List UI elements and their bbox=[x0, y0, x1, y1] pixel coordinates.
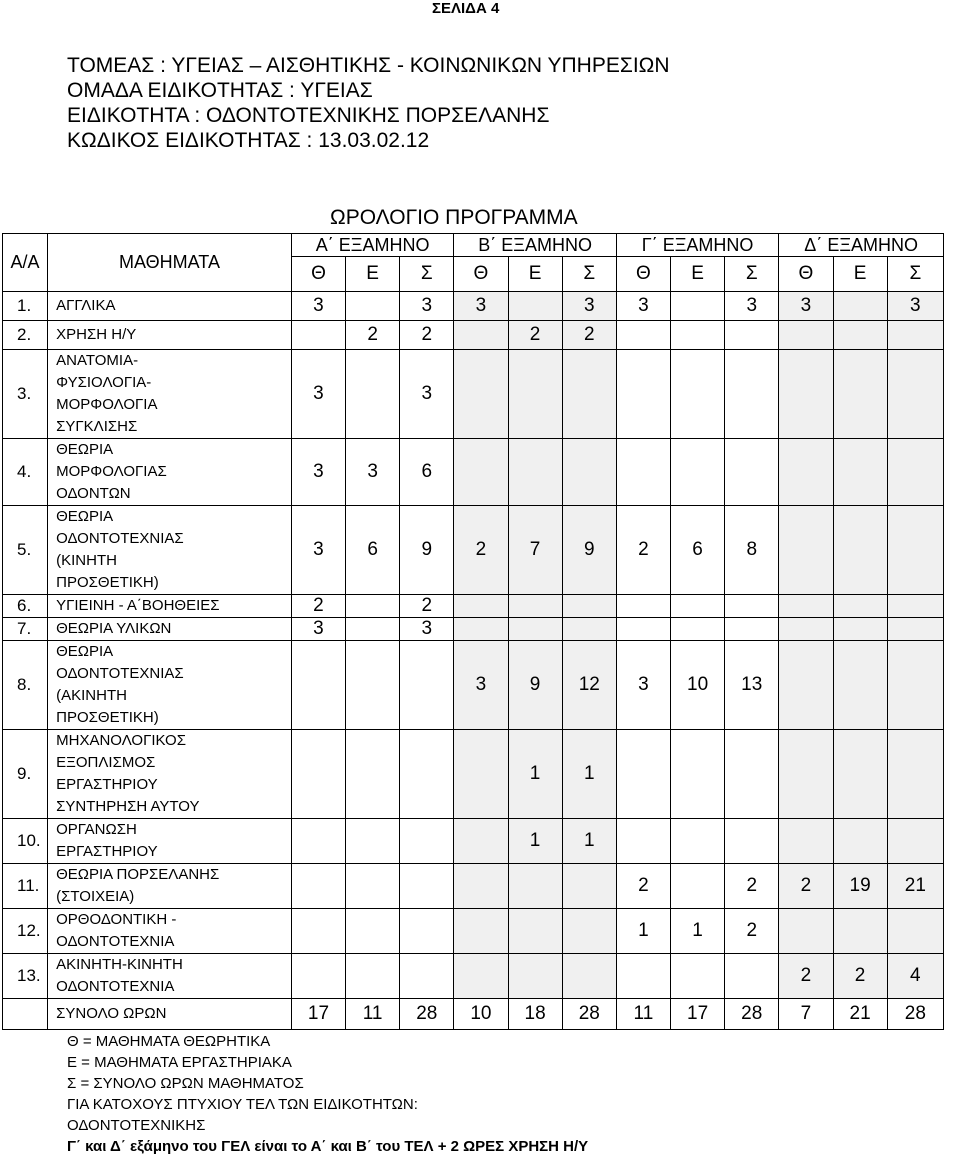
subject-cell bbox=[48, 350, 292, 439]
hours-cell bbox=[725, 954, 779, 999]
hours-cell bbox=[562, 350, 616, 439]
hours-cell bbox=[454, 595, 508, 618]
total-hours-cell: 10 bbox=[454, 999, 508, 1030]
row-number: 7. bbox=[3, 618, 48, 641]
hours-cell: 2 bbox=[508, 321, 562, 350]
hours-cell: 2 bbox=[779, 864, 833, 909]
hours-cell: 1 bbox=[562, 730, 616, 819]
hour-type-header: Ε bbox=[833, 257, 887, 292]
hours-cell bbox=[887, 506, 943, 595]
row-number: 5. bbox=[3, 506, 48, 595]
hours-cell: 7 bbox=[508, 506, 562, 595]
hours-cell: 3 bbox=[291, 292, 345, 321]
table-row bbox=[3, 864, 944, 909]
row-number: 6. bbox=[3, 595, 48, 618]
total-label: ΣΥΝΟΛΟ ΩΡΩΝ bbox=[48, 999, 292, 1030]
subject-cell bbox=[48, 439, 292, 506]
semester-a-header: Α΄ ΕΞΑΜΗΝΟ bbox=[291, 234, 453, 257]
hours-cell bbox=[671, 595, 725, 618]
hour-type-header: Σ bbox=[562, 257, 616, 292]
hours-cell bbox=[887, 321, 943, 350]
table-row bbox=[3, 506, 944, 595]
hours-cell: 2 bbox=[616, 506, 670, 595]
schedule-table bbox=[2, 233, 944, 1030]
hours-cell: 2 bbox=[779, 954, 833, 999]
hour-type-header: Θ bbox=[779, 257, 833, 292]
hours-cell bbox=[291, 909, 345, 954]
hours-cell: 9 bbox=[508, 641, 562, 730]
row-number: 8. bbox=[3, 641, 48, 730]
hours-cell: 10 bbox=[671, 641, 725, 730]
table-row bbox=[3, 954, 944, 999]
hours-cell bbox=[291, 641, 345, 730]
subject-cell bbox=[48, 321, 292, 350]
hours-cell bbox=[779, 730, 833, 819]
hours-cell bbox=[346, 350, 400, 439]
hours-cell bbox=[779, 909, 833, 954]
hours-cell bbox=[400, 730, 454, 819]
hours-cell bbox=[833, 506, 887, 595]
hours-cell: 2 bbox=[725, 909, 779, 954]
hours-cell: 3 bbox=[291, 439, 345, 506]
hours-cell bbox=[779, 641, 833, 730]
hour-type-header: Θ bbox=[291, 257, 345, 292]
total-hours-cell: 17 bbox=[671, 999, 725, 1030]
hours-cell: 1 bbox=[562, 819, 616, 864]
hours-cell bbox=[779, 321, 833, 350]
hours-cell bbox=[671, 864, 725, 909]
row-number: 12. bbox=[3, 909, 48, 954]
row-number: 10. bbox=[3, 819, 48, 864]
hours-cell bbox=[779, 506, 833, 595]
hours-cell bbox=[400, 864, 454, 909]
table-row bbox=[3, 730, 944, 819]
total-hours-cell: 28 bbox=[562, 999, 616, 1030]
hours-cell: 13 bbox=[725, 641, 779, 730]
legend-theory: Θ = ΜΑΘΗΜΑΤΑ ΘΕΩΡΗΤΙΚΑ bbox=[67, 1033, 271, 1050]
hours-cell bbox=[346, 909, 400, 954]
subject-line: ΑΝΑΤΟΜΙΑ- bbox=[56, 352, 139, 369]
subject-line: ΟΔΟΝΤΟΤΕΧΝΙΑΣ bbox=[56, 530, 184, 547]
hours-cell bbox=[616, 954, 670, 999]
total-row bbox=[3, 999, 944, 1030]
hour-type-header: Σ bbox=[400, 257, 454, 292]
subject-line: ΘΕΩΡΙΑ ΠΟΡΣΕΛΑΝΗΣ bbox=[56, 866, 220, 883]
specialty-group-line: ΟΜΑΔΑ ΕΙΔΙΚΟΤΗΤΑΣ : ΥΓΕΙΑΣ bbox=[67, 79, 373, 102]
row-number: 13. bbox=[3, 954, 48, 999]
hours-cell bbox=[671, 439, 725, 506]
hours-cell: 2 bbox=[291, 595, 345, 618]
hours-cell bbox=[833, 292, 887, 321]
hours-cell: 3 bbox=[887, 292, 943, 321]
hours-cell bbox=[454, 439, 508, 506]
hours-cell: 2 bbox=[562, 321, 616, 350]
hours-cell bbox=[833, 909, 887, 954]
hours-cell bbox=[454, 350, 508, 439]
hours-cell bbox=[616, 350, 670, 439]
hours-cell bbox=[454, 954, 508, 999]
semester-c-header: Γ΄ ΕΞΑΜΗΝΟ bbox=[616, 234, 779, 257]
hours-cell: 6 bbox=[400, 439, 454, 506]
hours-cell bbox=[833, 595, 887, 618]
hours-cell: 9 bbox=[562, 506, 616, 595]
hours-cell bbox=[616, 439, 670, 506]
page-number: ΣΕΛΙΔΑ 4 bbox=[432, 0, 500, 17]
hours-cell bbox=[671, 954, 725, 999]
subject-line: ΟΔΟΝΤΩΝ bbox=[56, 485, 131, 502]
hours-cell bbox=[779, 350, 833, 439]
hours-cell: 6 bbox=[671, 506, 725, 595]
hours-cell bbox=[833, 618, 887, 641]
subject-line: ΑΓΓΛΙΚΑ bbox=[56, 297, 116, 314]
hours-cell: 2 bbox=[400, 321, 454, 350]
hours-cell: 1 bbox=[671, 909, 725, 954]
hours-cell bbox=[346, 730, 400, 819]
hours-cell bbox=[291, 730, 345, 819]
hours-cell bbox=[562, 954, 616, 999]
hours-cell bbox=[562, 909, 616, 954]
subject-cell bbox=[48, 506, 292, 595]
hours-cell bbox=[833, 819, 887, 864]
table-row bbox=[3, 439, 944, 506]
hours-cell: 1 bbox=[616, 909, 670, 954]
hours-cell bbox=[562, 864, 616, 909]
hours-cell: 3 bbox=[400, 292, 454, 321]
hours-cell bbox=[779, 618, 833, 641]
hour-type-header: Ε bbox=[346, 257, 400, 292]
hours-cell bbox=[779, 819, 833, 864]
subject-line: ΕΡΓΑΣΤΗΡΙΟΥ bbox=[56, 843, 158, 860]
row-number: 3. bbox=[3, 350, 48, 439]
hours-cell: 3 bbox=[779, 292, 833, 321]
subject-line: ΟΔΟΝΤΟΤΕΧΝΙΑ bbox=[56, 933, 175, 950]
hour-type-header: Σ bbox=[887, 257, 943, 292]
hours-cell bbox=[454, 864, 508, 909]
hour-type-header: Σ bbox=[725, 257, 779, 292]
hours-cell: 3 bbox=[562, 292, 616, 321]
hours-cell bbox=[725, 595, 779, 618]
table-row bbox=[3, 350, 944, 439]
hours-cell bbox=[346, 864, 400, 909]
table-row bbox=[3, 292, 944, 321]
hours-cell bbox=[887, 730, 943, 819]
hours-cell: 1 bbox=[508, 730, 562, 819]
semester-b-header: Β΄ ΕΞΑΜΗΝΟ bbox=[454, 234, 616, 257]
subject-line: ΕΞΟΠΛΙΣΜΟΣ bbox=[56, 754, 156, 771]
subject-line: ΣΥΝΤΗΡΗΣΗ ΑΥΤΟΥ bbox=[56, 798, 200, 815]
subject-line: ΜΟΡΦΟΛΟΓΙΑΣ bbox=[56, 463, 167, 480]
subject-cell bbox=[48, 954, 292, 999]
hours-cell bbox=[454, 909, 508, 954]
hours-cell bbox=[346, 954, 400, 999]
index-column-header: Α/Α bbox=[3, 234, 48, 292]
hours-cell bbox=[725, 819, 779, 864]
subject-cell bbox=[48, 292, 292, 321]
hours-cell bbox=[833, 730, 887, 819]
subject-line: ΠΡΟΣΘΕΤΙΚΗ) bbox=[56, 574, 159, 591]
hours-cell bbox=[833, 439, 887, 506]
hours-cell bbox=[671, 292, 725, 321]
hours-cell bbox=[616, 618, 670, 641]
row-number: 2. bbox=[3, 321, 48, 350]
hour-type-header: Θ bbox=[454, 257, 508, 292]
total-hours-cell: 11 bbox=[346, 999, 400, 1030]
subject-cell bbox=[48, 595, 292, 618]
hours-cell: 12 bbox=[562, 641, 616, 730]
hours-cell: 9 bbox=[400, 506, 454, 595]
hour-type-header: Ε bbox=[671, 257, 725, 292]
hours-cell bbox=[616, 595, 670, 618]
hours-cell bbox=[400, 641, 454, 730]
hours-cell bbox=[725, 439, 779, 506]
hours-cell: 2 bbox=[400, 595, 454, 618]
subject-line: ΟΡΘΟΔΟΝΤΙΚΗ - bbox=[56, 911, 177, 928]
hours-cell: 8 bbox=[725, 506, 779, 595]
hours-cell bbox=[508, 439, 562, 506]
hours-cell bbox=[725, 321, 779, 350]
hours-cell bbox=[291, 321, 345, 350]
subject-line: ΘΕΩΡΙΑ bbox=[56, 643, 114, 660]
hours-cell bbox=[671, 350, 725, 439]
hours-cell bbox=[616, 819, 670, 864]
hours-cell: 2 bbox=[725, 864, 779, 909]
hours-cell bbox=[833, 350, 887, 439]
subject-line: ΘΕΩΡΙΑ bbox=[56, 441, 114, 458]
total-hours-cell: 28 bbox=[725, 999, 779, 1030]
document-header bbox=[67, 53, 670, 153]
hours-cell: 21 bbox=[887, 864, 943, 909]
specialty-line: ΕΙΔΙΚΟΤΗΤΑ : ΟΔΟΝΤΟΤΕΧΝΙΚΗΣ ΠΟΡΣΕΛΑΝΗΣ bbox=[67, 104, 550, 127]
hours-cell: 2 bbox=[454, 506, 508, 595]
hours-cell bbox=[508, 954, 562, 999]
hours-cell bbox=[346, 618, 400, 641]
hours-cell: 2 bbox=[833, 954, 887, 999]
table-row bbox=[3, 909, 944, 954]
row-number: 4. bbox=[3, 439, 48, 506]
legend-note: Γ΄ και Δ΄ εξάμηνο του ΓΕΛ είναι το Α΄ και Β΄ του ΤΕΛ + 2 ΩΡΕΣ ΧΡΗΣΗ Η/Υ bbox=[67, 1138, 589, 1155]
total-hours-cell: 7 bbox=[779, 999, 833, 1030]
hours-cell bbox=[887, 439, 943, 506]
subject-line: ΟΔΟΝΤΟΤΕΧΝΙΑΣ bbox=[56, 665, 184, 682]
hours-cell bbox=[616, 321, 670, 350]
hours-cell bbox=[671, 321, 725, 350]
subject-line: ΥΓΙΕΙΝΗ - Α΄ΒΟΗΘΕΙΕΣ bbox=[56, 597, 220, 614]
hours-cell: 3 bbox=[400, 618, 454, 641]
hours-cell bbox=[725, 730, 779, 819]
hours-cell: 4 bbox=[887, 954, 943, 999]
subject-line: ΜΗΧΑΝΟΛΟΓΙΚΟΣ bbox=[56, 732, 186, 749]
hours-cell: 3 bbox=[616, 292, 670, 321]
hours-cell bbox=[346, 641, 400, 730]
subject-line: (ΑΚΙΝΗΤΗ bbox=[56, 687, 127, 704]
subject-cell bbox=[48, 864, 292, 909]
hours-cell bbox=[508, 595, 562, 618]
total-hours-cell: 11 bbox=[616, 999, 670, 1030]
hours-cell bbox=[725, 350, 779, 439]
row-number: 1. bbox=[3, 292, 48, 321]
hours-cell: 3 bbox=[291, 618, 345, 641]
hours-cell bbox=[508, 864, 562, 909]
hours-cell bbox=[887, 618, 943, 641]
hours-cell: 2 bbox=[346, 321, 400, 350]
subject-line: ΘΕΩΡΙΑ bbox=[56, 508, 114, 525]
hours-cell bbox=[400, 954, 454, 999]
subject-line: ΠΡΟΣΘΕΤΙΚΗ) bbox=[56, 709, 159, 726]
specialty-code-line: ΚΩΔΙΚΟΣ ΕΙΔΙΚΟΤΗΤΑΣ : 13.03.02.12 bbox=[67, 129, 430, 152]
hours-cell bbox=[454, 618, 508, 641]
subject-cell bbox=[48, 819, 292, 864]
hours-cell bbox=[346, 819, 400, 864]
hours-cell bbox=[400, 909, 454, 954]
hours-cell bbox=[454, 321, 508, 350]
hours-cell bbox=[454, 730, 508, 819]
subject-line: ΟΔΟΝΤΟΤΕΧΝΙΑ bbox=[56, 978, 175, 995]
hours-cell bbox=[887, 909, 943, 954]
hours-cell bbox=[400, 819, 454, 864]
hours-cell: 3 bbox=[291, 350, 345, 439]
subject-line: ΑΚΙΝΗΤΗ-ΚΙΝΗΤΗ bbox=[56, 956, 183, 973]
subject-column-header: ΜΑΘΗΜΑΤΑ bbox=[48, 234, 292, 292]
legend-lab: Ε = ΜΑΘΗΜΑΤΑ ΕΡΓΑΣΤΗΡΙΑΚΑ bbox=[67, 1054, 292, 1071]
subject-line: (ΚΙΝΗΤΗ bbox=[56, 552, 117, 569]
total-hours-cell: 17 bbox=[291, 999, 345, 1030]
hours-cell bbox=[291, 819, 345, 864]
subject-line: ΜΟΡΦΟΛΟΓΙΑ bbox=[56, 396, 158, 413]
hours-cell: 3 bbox=[400, 350, 454, 439]
hours-cell bbox=[346, 292, 400, 321]
subject-cell bbox=[48, 618, 292, 641]
subject-line: ΘΕΩΡΙΑ ΥΛΙΚΩΝ bbox=[56, 620, 172, 637]
hours-cell bbox=[671, 618, 725, 641]
hours-cell: 3 bbox=[291, 506, 345, 595]
total-hours-cell: 28 bbox=[887, 999, 943, 1030]
subject-line: ΟΡΓΑΝΩΣΗ bbox=[56, 821, 137, 838]
table-row bbox=[3, 819, 944, 864]
sector-line: ΤΟΜΕΑΣ : ΥΓΕΙΑΣ – ΑΙΣΘΗΤΙΚΗΣ - ΚΟΙΝΩΝΙΚΩΝ ΥΠΗΡΕΣΙΩΝ bbox=[67, 54, 670, 77]
subject-line: (ΣΤΟΙΧΕΙΑ) bbox=[56, 888, 135, 905]
hours-cell bbox=[562, 618, 616, 641]
subject-line: ΦΥΣΙΟΛΟΓΙΑ- bbox=[56, 374, 152, 391]
hours-cell: 19 bbox=[833, 864, 887, 909]
subject-line: ΧΡΗΣΗ Η/Υ bbox=[56, 326, 137, 343]
hours-cell bbox=[508, 618, 562, 641]
hours-cell bbox=[725, 618, 779, 641]
hours-cell bbox=[887, 819, 943, 864]
hours-cell bbox=[833, 641, 887, 730]
hour-type-header: Θ bbox=[616, 257, 670, 292]
hour-type-header: Ε bbox=[508, 257, 562, 292]
row-number: 9. bbox=[3, 730, 48, 819]
hours-cell bbox=[291, 954, 345, 999]
row-number: 11. bbox=[3, 864, 48, 909]
subject-line: ΕΡΓΑΣΤΗΡΙΟΥ bbox=[56, 776, 158, 793]
hours-cell bbox=[508, 292, 562, 321]
subject-cell bbox=[48, 641, 292, 730]
hours-cell: 3 bbox=[616, 641, 670, 730]
total-hours-cell: 18 bbox=[508, 999, 562, 1030]
hours-cell: 1 bbox=[508, 819, 562, 864]
hours-cell bbox=[291, 864, 345, 909]
hours-cell bbox=[779, 439, 833, 506]
total-index-cell bbox=[3, 999, 48, 1030]
legend bbox=[67, 1031, 588, 1157]
hours-cell bbox=[887, 595, 943, 618]
semester-d-header: Δ΄ ΕΞΑΜΗΝΟ bbox=[779, 234, 944, 257]
hours-cell bbox=[779, 595, 833, 618]
hours-cell bbox=[562, 595, 616, 618]
subject-line: ΣΥΓΚΛΙΣΗΣ bbox=[56, 418, 138, 435]
subject-cell bbox=[48, 909, 292, 954]
hours-cell bbox=[887, 641, 943, 730]
legend-total: Σ = ΣΥΝΟΛΟ ΩΡΩΝ ΜΑΘΗΜΑΤΟΣ bbox=[67, 1075, 304, 1092]
hours-cell bbox=[508, 909, 562, 954]
hours-cell bbox=[508, 350, 562, 439]
total-hours-cell: 21 bbox=[833, 999, 887, 1030]
table-row bbox=[3, 618, 944, 641]
hours-cell bbox=[616, 730, 670, 819]
table-row bbox=[3, 595, 944, 618]
hours-cell: 3 bbox=[454, 641, 508, 730]
hours-cell: 3 bbox=[454, 292, 508, 321]
hours-cell bbox=[562, 439, 616, 506]
hours-cell bbox=[671, 819, 725, 864]
hours-cell bbox=[454, 819, 508, 864]
legend-specialty: ΟΔΟΝΤΟΤΕΧΝΙΚΗΣ bbox=[67, 1117, 206, 1134]
hours-cell bbox=[833, 321, 887, 350]
schedule-title: ΩΡΟΛΟΓΙΟ ΠΡΟΓΡΑΜΜΑ bbox=[330, 206, 578, 229]
hours-cell: 3 bbox=[346, 439, 400, 506]
hours-cell: 6 bbox=[346, 506, 400, 595]
hours-cell bbox=[887, 350, 943, 439]
hours-cell bbox=[346, 595, 400, 618]
semester-header-row bbox=[3, 234, 944, 257]
table-row bbox=[3, 321, 944, 350]
hours-cell: 2 bbox=[616, 864, 670, 909]
total-hours-cell: 28 bbox=[400, 999, 454, 1030]
hours-cell bbox=[671, 730, 725, 819]
legend-degree-holders: ΓΙΑ ΚΑΤΟΧΟΥΣ ΠΤΥΧΙΟΥ ΤΕΛ ΤΩΝ ΕΙΔΙΚΟΤΗΤΩΝ: bbox=[67, 1096, 418, 1113]
hours-cell: 3 bbox=[725, 292, 779, 321]
table-row bbox=[3, 641, 944, 730]
subject-cell bbox=[48, 730, 292, 819]
